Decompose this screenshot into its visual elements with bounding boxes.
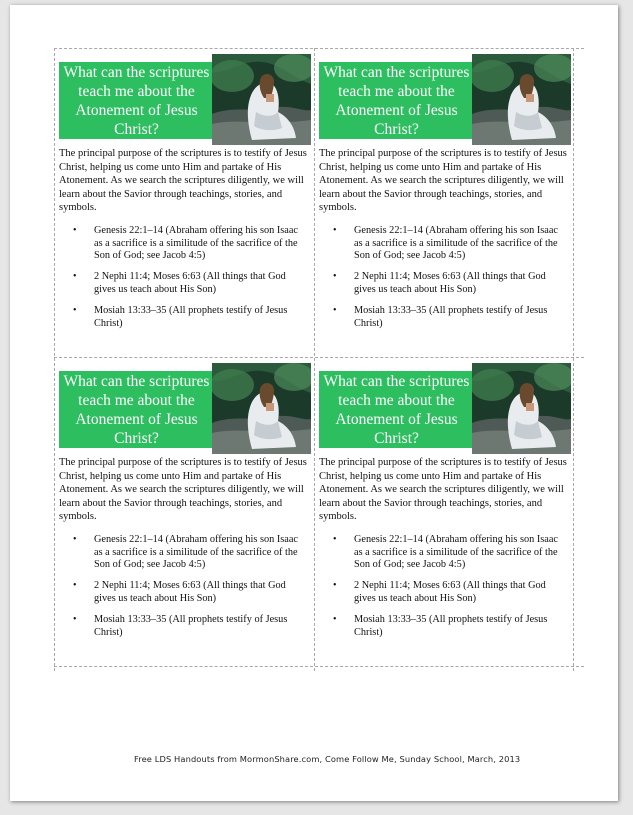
- reference-text: Genesis 22:1–14 (Abraham offering his son Isaac as a sacrifice is a similitude of the sacrifice of the Son of God; see Jacob 4:5): [354, 534, 558, 571]
- scripture-reference-list: [59, 534, 309, 648]
- christ-in-gethsemane-image: [212, 54, 311, 145]
- intro-paragraph: The principal purpose of the scriptures is to testify of Jesus Christ, helping us come unto Him and partake of His Atonement. As we search the scriptures diligently, we will learn about the Savior through teachings, stories, and symbols.: [59, 457, 307, 523]
- reference-text: Genesis 22:1–14 (Abraham offering his son Isaac as a sacrifice is a similitude of the sacrifice of the Son of God; see Jacob 4:5): [94, 225, 298, 262]
- christ-in-gethsemane-image: [472, 54, 571, 145]
- handout-page: [10, 5, 618, 801]
- list-item: [59, 305, 309, 330]
- intro-paragraph: The principal purpose of the scriptures is to testify of Jesus Christ, helping us come unto Him and partake of His Atonement. As we search the scriptures diligently, we will learn about the Savior through teachings, stories, and symbols.: [59, 148, 307, 214]
- cut-line-right: [573, 48, 574, 671]
- reference-text: Mosiah 13:33–35 (All prophets testify of Jesus Christ): [354, 304, 548, 329]
- bullet-icon: •: [73, 304, 77, 316]
- list-item: [319, 271, 569, 296]
- intro-paragraph: The principal purpose of the scriptures is to testify of Jesus Christ, helping us come unto Him and partake of His Atonement. As we search the scriptures diligently, we will learn about the Savior through teachings, stories, and symbols.: [319, 457, 567, 523]
- intro-paragraph: The principal purpose of the scriptures is to testify of Jesus Christ, helping us come unto Him and partake of His Atonement. As we search the scriptures diligently, we will learn about the Savior through teachings, stories, and symbols.: [319, 148, 567, 214]
- list-item: [319, 614, 569, 639]
- footer-credit: Free LDS Handouts from MormonShare.com, Come Follow Me, Sunday School, March, 2013: [134, 754, 521, 764]
- reference-text: Genesis 22:1–14 (Abraham offering his son Isaac as a sacrifice is a similitude of the sacrifice of the Son of God; see Jacob 4:5): [354, 225, 558, 262]
- reference-text: 2 Nephi 11:4; Moses 6:63 (All things that God gives us teach about His Son): [94, 580, 286, 604]
- list-item: [319, 534, 569, 572]
- handout-card: [316, 358, 571, 663]
- bullet-icon: •: [333, 613, 337, 625]
- bullet-icon: •: [73, 580, 77, 592]
- bullet-icon: •: [73, 534, 77, 545]
- list-item: [59, 580, 309, 605]
- card-title: What can the scriptures teach me about the Atonement of Jesus Christ?: [323, 63, 470, 138]
- bullet-icon: •: [333, 534, 337, 545]
- scripture-reference-list: [319, 534, 569, 648]
- bullet-icon: •: [73, 613, 77, 625]
- scripture-reference-list: [319, 225, 569, 339]
- card-title-banner: [59, 62, 214, 139]
- bullet-icon: •: [333, 580, 337, 592]
- christ-in-gethsemane-image: [212, 363, 311, 454]
- reference-text: Mosiah 13:33–35 (All prophets testify of Jesus Christ): [94, 613, 288, 638]
- bullet-icon: •: [73, 271, 77, 283]
- card-title: What can the scriptures teach me about the Atonement of Jesus Christ?: [63, 63, 210, 138]
- reference-text: Genesis 22:1–14 (Abraham offering his son Isaac as a sacrifice is a similitude of the sacrifice of the Son of God; see Jacob 4:5): [94, 534, 298, 571]
- list-item: [319, 580, 569, 605]
- card-title-banner: [319, 371, 474, 448]
- bullet-icon: •: [333, 304, 337, 316]
- reference-text: 2 Nephi 11:4; Moses 6:63 (All things that God gives us teach about His Son): [354, 271, 546, 295]
- cut-line-center: [314, 48, 315, 671]
- christ-in-gethsemane-image: [472, 363, 571, 454]
- card-title: What can the scriptures teach me about the Atonement of Jesus Christ?: [63, 372, 210, 447]
- reference-text: 2 Nephi 11:4; Moses 6:63 (All things that God gives us teach about His Son): [354, 580, 546, 604]
- bullet-icon: •: [333, 225, 337, 236]
- cut-line-left: [54, 48, 55, 671]
- reference-text: 2 Nephi 11:4; Moses 6:63 (All things that God gives us teach about His Son): [94, 271, 286, 295]
- list-item: [59, 271, 309, 296]
- card-title-banner: [59, 371, 214, 448]
- reference-text: Mosiah 13:33–35 (All prophets testify of Jesus Christ): [94, 304, 288, 329]
- list-item: [59, 614, 309, 639]
- bullet-icon: •: [73, 225, 77, 236]
- handout-card: [316, 49, 571, 354]
- list-item: [319, 225, 569, 263]
- bullet-icon: •: [333, 271, 337, 283]
- card-title: What can the scriptures teach me about the Atonement of Jesus Christ?: [323, 372, 470, 447]
- list-item: [59, 225, 309, 263]
- handout-card: [56, 49, 311, 354]
- reference-text: Mosiah 13:33–35 (All prophets testify of Jesus Christ): [354, 613, 548, 638]
- scripture-reference-list: [59, 225, 309, 339]
- list-item: [319, 305, 569, 330]
- cut-line-bottom: [54, 666, 584, 667]
- handout-card: [56, 358, 311, 663]
- list-item: [59, 534, 309, 572]
- card-title-banner: [319, 62, 474, 139]
